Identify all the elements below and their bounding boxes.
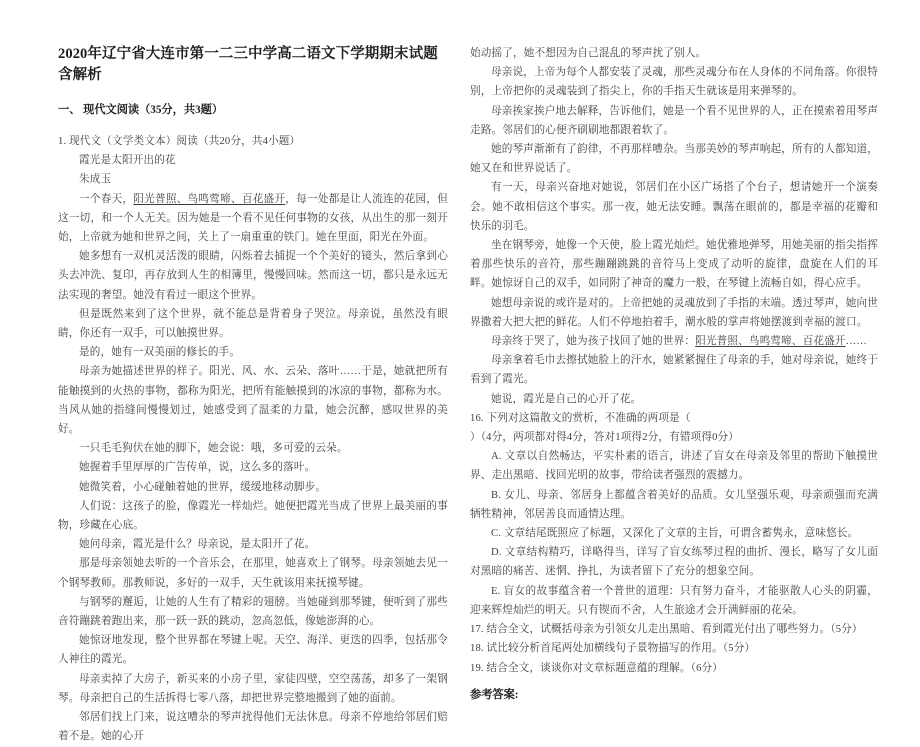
question-16-option-a: A. 文章以自然畅达，平实朴素的语言，讲述了盲女在母亲及邻里的帮助下触摸世界、走出黑暗、找回光明的故事，带给读者强烈的震撼力。 <box>470 451 878 482</box>
passage-paragraph: 坐在钢琴旁，她像一个天使，脸上霞光灿烂。她优雅地弹琴，用她美丽的指尖指挥着那些快乐的音符，那些蹦蹦跳跳的音符马上变成了动听的旋律，盘旋在人们的耳畔。她惊讶自己的双手，如同附了神奇的魔力一般，在琴键上流畅自如，得心应手。 <box>470 240 878 290</box>
passage-paragraph: 是的，她有一双美丽的修长的手。 <box>79 347 241 359</box>
question-16-option-d: D. 文章结构精巧，详略得当，详写了盲女练琴过程的曲折、漫长，略写了女儿面对黑暗的痛苦、迷惘、挣扎，为读者留下了充分的想象空间。 <box>470 547 878 578</box>
passage-paragraph: 母亲挨家挨户地去解释，告诉他们，她是一个看不见世界的人，正在摸索着用琴声走路。邻居们的心便齐刷刷地都跟着软了。 <box>470 105 878 136</box>
passage-paragraph-opening <box>58 190 448 248</box>
paragraph-text: 母亲终于哭了，她为孩子找回了她的世界： <box>491 336 696 348</box>
paragraph-text-cont: ，每一处都是让人流连的花园，但这一切，和一个人无关。因为她是一个看不见任何事物的女孩，从出生的那一刻开始，上帝就为她和世界之间，关上了一扇重重的铁门。她在里面，阳光在外面。 <box>58 193 448 244</box>
question-lead: 1. 现代文（文学类文本）阅读（共20分，共4小题） <box>58 136 301 147</box>
underlined-phrase-first: 阳光普照、鸟鸣莺啼、百花盛开 <box>133 193 286 205</box>
passage-paragraph: 母亲为她描述世界的样子。阳光、风、水、云朵、落叶……于是，她就把所有能触摸到的火热的事物，都称为阳光，把所有能触摸到的冰凉的事物，都称为水。当风从她的指缝间慢慢划过，她感受到了温柔的力量，她会沉醉，感叹世界的美好。 <box>58 366 448 436</box>
passage-paragraph: 有一天，母亲兴奋地对她说，邻居们在小区广场搭了个台子，想请她开一个演奏会。她不敢相信这个事实。那一夜，她无法安睡。飘荡在眼前的，都是幸福的花瓣和快乐的羽毛。 <box>470 182 878 232</box>
question-16-scoring: ）（4分，两项都对得4分，答对1项得2分，有错项得0分） <box>470 432 740 444</box>
question-17: 17. 结合全文，试概括母亲为引领女儿走出黑暗、看到霞光付出了哪些努力。（5分） <box>470 624 863 636</box>
passage-paragraph: 她想母亲说的或许是对的。上帝把她的灵魂放到了手指的末端。透过琴声，她向世界撒着大把大把的鲜花。人们不停地拍着手，潮水般的掌声将她摆渡到幸福的渡口。 <box>470 297 878 328</box>
passage-paragraph: 那是母亲领她去听的一个音乐会，在那里，她喜欢上了钢琴。母亲领她去见一个钢琴教师。那教师说，多好的一双手，天生就该用来抚摸琴键。 <box>58 558 448 589</box>
two-column-layout <box>58 44 878 743</box>
page-title: 2020年辽宁省大连市第一二三中学高二语文下学期期末试题含解析 <box>58 46 438 83</box>
question-19: 19. 结合全文，谈谈你对文章标题意蕴的理解。（6分） <box>470 662 723 674</box>
question-16-stem: 16. 下列对这篇散文的赏析，不准确的两项是（ <box>470 412 691 424</box>
passage-paragraph: 她说，霞光是自己的心开了花。 <box>491 393 642 405</box>
passage-paragraph: 她问母亲，霞光是什么？母亲说，是太阳开了花。 <box>79 539 316 551</box>
passage-paragraph: 她的琴声渐渐有了韵律，不再那样嘈杂。当那美妙的琴声响起，所有的人都知道，她又在和世界说话了。 <box>470 144 878 175</box>
passage-paragraph: 她惊讶地发现，整个世界都在琴键上呢。天空、海洋、更迭的四季，包括那令人神往的霞光。 <box>58 635 448 666</box>
passage-paragraph: 母亲拿着毛巾去擦拭她脸上的汗水，她紧紧握住了母亲的手，她对母亲说，她终于看到了霞光。 <box>470 355 878 386</box>
passage-paragraph-closing <box>470 332 878 351</box>
passage-paragraph: 但是既然来到了这个世界，就不能总是背着身子哭泣。母亲说，虽然没有眼睛，你还有一双手，可以触摸世界。 <box>58 308 448 340</box>
passage-paragraph: 母亲说，上帝为每个人都安装了灵魂，那些灵魂分布在人身体的不同角落。你很特别，上帝把你的灵魂装到了指尖上，你的手指天生就该是用来弹琴的。 <box>470 67 878 98</box>
passage-paragraph-continued: 始动摇了，她不想因为自己混乱的琴声扰了别人。 <box>470 48 707 59</box>
question-18: 18. 试比较分析首尾两处加横线句子景物描写的作用。（5分） <box>470 643 756 655</box>
question-16-option-e: E. 盲女的故事蕴含着一个普世的道理：只有努力奋斗，才能驱散人心头的阴霾，迎来辉煌灿烂的明天。只有锲而不舍，人生旅途才会开满鲜丽的花朵。 <box>470 585 878 616</box>
passage-paragraph: 邻居们找上门来，说这嘈杂的琴声扰得他们无法休息。母亲不停地给邻居们赔着不是。她的心开 <box>58 712 448 743</box>
ellipsis-text: …… <box>845 336 868 348</box>
section-heading: 一、 现代文阅读（35分，共3题） <box>58 104 224 116</box>
passage-paragraph: 她多想有一双机灵活泼的眼睛，闪烁着去捕捉一个个美好的镜头，然后拿到心头去冲洗、复印，再存放到人生的相簿里，慢慢回味。然而这一切，都只是永远无法实现的奢望。她没有看过一眼这个世界。 <box>58 251 448 301</box>
passage-title: 霞光是太阳开出的花 <box>79 155 176 167</box>
question-16-option-c: C. 文章结尾既照应了标题，又深化了文章的主旨，可谓含蓄隽永，意味悠长。 <box>491 528 859 540</box>
right-column <box>470 44 878 704</box>
passage-author: 朱成玉 <box>79 174 112 186</box>
paragraph-text: 一个春天， <box>79 193 134 205</box>
answers-heading: 参考答案: <box>470 688 519 701</box>
passage-paragraph: 母亲卖掉了大房子，新买来的小房子里，家徒四壁，空空荡荡，却多了一架钢琴。母亲把自己的生活拆得七零八落，却把世界完整地搬到了她的面前。 <box>58 673 448 704</box>
question-16-option-b: B. 女儿、母亲、邻居身上都蕴含着美好的品质。女儿坚强乐观，母亲顽强而充满牺牲精神，邻居善良而通情达理。 <box>470 489 878 520</box>
passage-paragraph: 与钢琴的邂逅，让她的人生有了精彩的翅膀。当她碰到那琴键，便听到了那些音符蹦跳着跑出来，那一跃一跃的跳动，忽高忽低，像她澎湃的心。 <box>58 596 448 628</box>
underlined-phrase-second: 阳光普照、鸟鸣莺啼、百花盛开 <box>695 336 846 348</box>
passage-paragraph: 人们说：这孩子的脸，像霞光一样灿烂。她便把霞光当成了世界上最美丽的事物，珍藏在心底。 <box>58 500 448 532</box>
left-column <box>58 44 448 747</box>
passage-paragraph: 一只毛毛狗伏在她的脚下，她会说：哦，多可爱的云朵。 <box>79 443 348 455</box>
passage-paragraph: 她微笑着，小心碰触着她的世界，缓缓地移动脚步。 <box>79 481 327 493</box>
passage-paragraph: 她握着手里厚厚的广告传单，说，这么多的落叶。 <box>79 462 316 474</box>
